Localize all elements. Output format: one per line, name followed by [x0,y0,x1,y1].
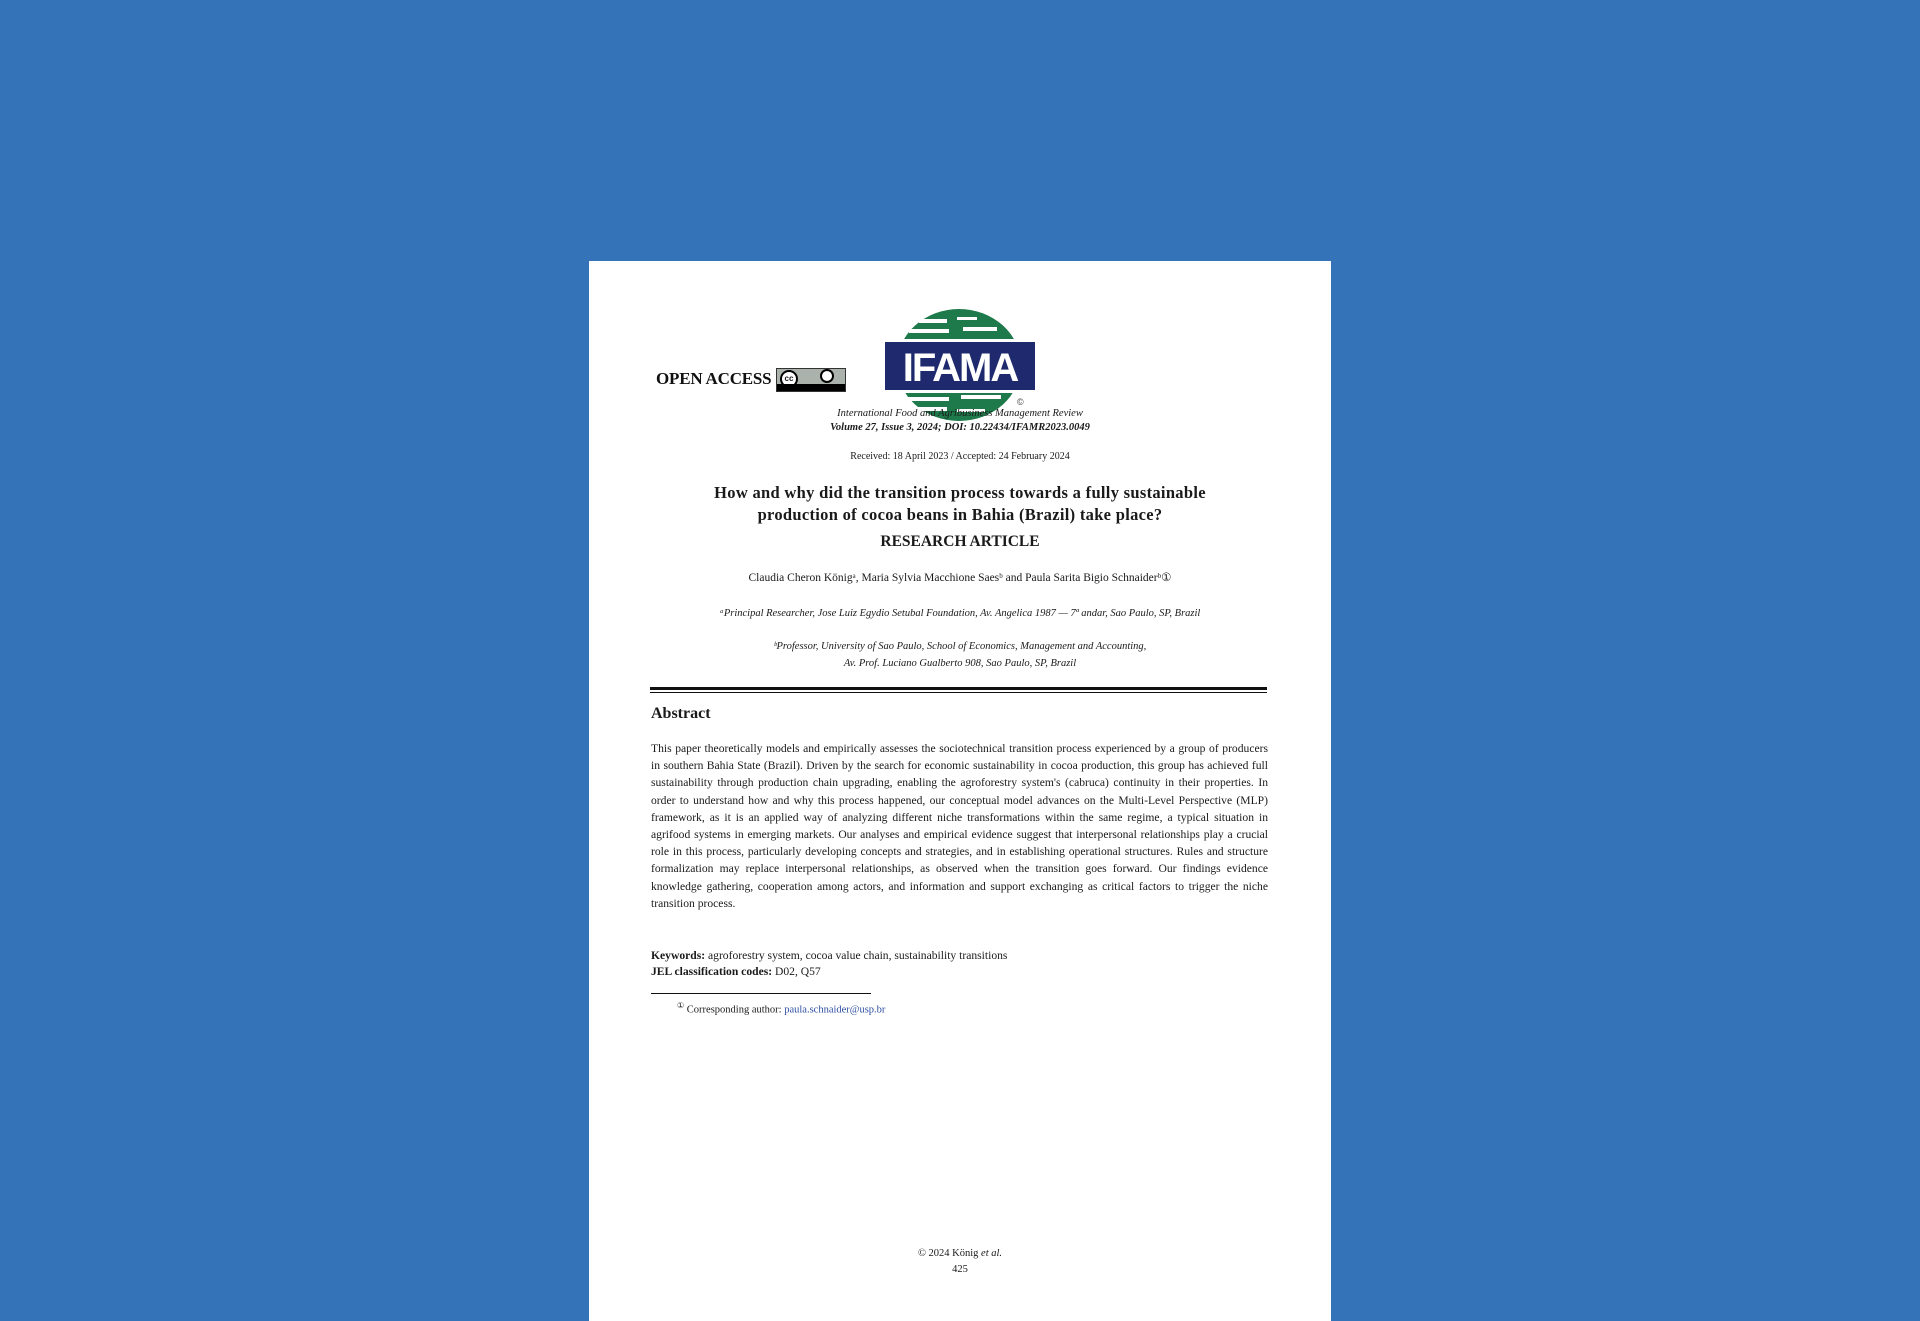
by-person-icon [820,369,834,383]
open-access-label: OPEN ACCESS [656,369,772,388]
cc-circle-icon: cc [780,370,798,388]
keywords-line: Keywords: agroforestry system, cocoa value chain, sustainability transitions [651,949,1008,962]
jel-codes-line: JEL classification codes: D02, Q57 [651,965,821,978]
paper-header [589,285,1331,405]
copyright-line: © 2024 König et al. [917,1248,1003,1259]
corresponding-author-footnote: ① Corresponding author: paula.schnaider@usp.br [677,1001,886,1016]
journal-name: International Food and Agribusiness Management Review [837,408,1083,419]
corresponding-author-email-link[interactable]: paula.schnaider@usp.br [784,1004,886,1016]
affiliation-b: ᵇProfessor, University of Sao Paulo, School of Economics, Management and Accounting, Av. Prof. Luciano Gualberto 908, Sao Paulo, SP, Brazil [773,641,1147,669]
journal-volume-doi: Volume 27, Issue 3, 2024; DOI: 10.22434/IFAMR2023.0049 [830,422,1090,433]
logo-text: IFAMA [902,346,1018,390]
svg-text:©: © [1017,397,1024,407]
keywords-block [651,948,1268,980]
article-title: How and why did the transition process towards a fully sustainable production of cocoa beans in Bahia (Brazil) take place? [714,483,1206,524]
abstract-text: This paper theoretically models and empirically assesses the sociotechnical transition process experienced by a group of producers in southern Bahia State (Brazil). Driven by the search for economic sustainability in cocoa production, this group has achieved full sustainability through production chain upgrading, enabling the agroforestry system's (cabruca) continuity in their properties. In order to understand how and why this process happened, our conceptual model advances on the Multi-Level Perspective (MLP) framework, as it is an applied way of analyzing different niche transformations within the same regime, a typical situation in agrifood systems in emerging markets. Our analyses and empirical evidence suggest that interpersonal relationships play a crucial role in this process, particularly developing concepts and strategies, and in establishing operational structures. Rules and structure formalization may replace interpersonal relationships, as observed when the transition goes forward. Our findings evidence knowledge gathering, cooperation among actors, and information and support exchanging as critical factors to trigger the niche transition process. [651,742,1268,910]
journal-info [589,407,1331,435]
author-list: Claudia Cheron Königᵃ, Maria Sylvia Macchione Saesᵇ and Paula Sarita Bigio Schnaiderᵇ① [748,572,1172,584]
abstract-heading: Abstract [651,705,711,722]
page-footer [589,1246,1331,1278]
received-accepted-dates: Received: 18 April 2023 / Accepted: 24 February 2024 [850,451,1070,462]
footnote-divider [651,993,871,994]
orcid-marker-icon: ① [677,1001,685,1010]
page-number: 425 [952,1264,968,1275]
cc-by-icon[interactable] [776,368,846,392]
article-type: RESEARCH ARTICLE [880,533,1040,550]
header-divider-thick [650,687,1267,690]
affiliation-a: ᵃPrincipal Researcher, Jose Luiz Egydio Setubal Foundation, Av. Angelica 1987 — 7ª andar, Sao Paulo, SP, Brazil [719,608,1201,619]
header-divider-thin [650,692,1267,693]
paper-page [589,261,1331,1321]
